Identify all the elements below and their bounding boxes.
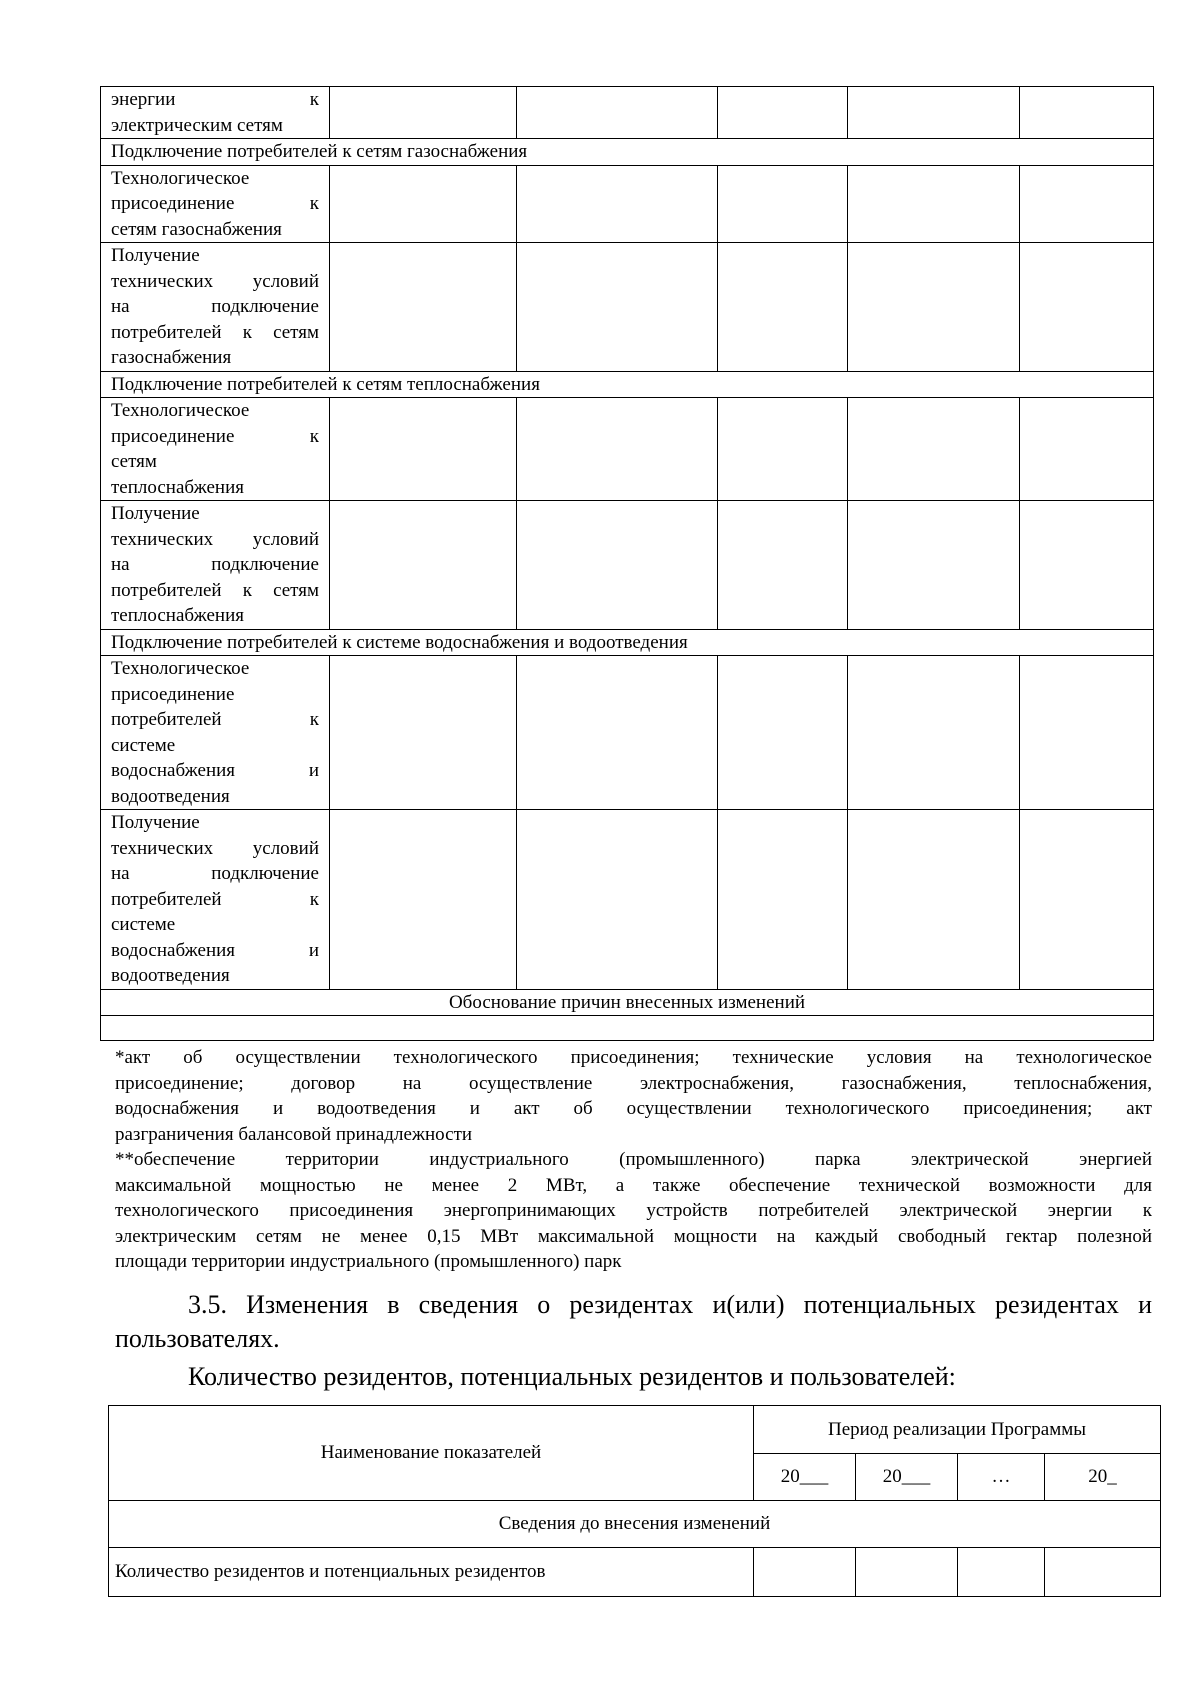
table-row: [101, 989, 1154, 1016]
table-cell: [517, 656, 718, 810]
table-row: [101, 243, 1154, 372]
section-row: Подключение потребителей к сетям теплоснабжения: [101, 371, 1154, 398]
label-line: на подключение: [111, 296, 319, 317]
table-cell: [1045, 1548, 1161, 1597]
table-cell: [848, 398, 1020, 501]
table-cell: [517, 87, 718, 139]
table-cell: [718, 501, 848, 630]
table-cell: [517, 165, 718, 243]
label-line: сетям: [111, 451, 157, 472]
table-row: [101, 165, 1154, 243]
table-cell: [848, 501, 1020, 630]
label-line: водоснабжения и: [111, 939, 319, 961]
label-line: присоединение к: [111, 425, 319, 447]
footnotes: [115, 1045, 1152, 1275]
label-line: на подключение: [111, 554, 319, 575]
table-cell: [330, 656, 517, 810]
table-cell: [330, 87, 517, 139]
label-line: присоединение к: [111, 193, 319, 214]
label-line: технических условий: [111, 837, 319, 859]
section-subheading: Количество резидентов, потенциальных резидентов и пользователей:: [188, 1362, 956, 1391]
row-label: [101, 501, 330, 630]
table-row: [101, 629, 1154, 656]
row-label: [101, 656, 330, 810]
label-line: электрическим сетям: [111, 114, 283, 136]
row-label: [101, 87, 330, 139]
label-line: газоснабжения: [111, 347, 232, 368]
table-cell: [1020, 87, 1154, 139]
footnote-line: *акт об осуществлении технологического присоединения; технические условия на технологическое: [115, 1047, 1152, 1068]
infrastructure-changes-table: [100, 86, 1154, 1041]
label-line: присоединение: [111, 683, 235, 705]
footnote-2: [115, 1147, 1152, 1275]
table-cell: [330, 810, 517, 990]
label-line: Технологическое: [111, 658, 250, 679]
table-cell: [1020, 398, 1154, 501]
table-cell: [718, 398, 848, 501]
section-row: Подключение потребителей к системе водоснабжения и водоотведения: [101, 629, 1154, 656]
year-cell: 20___: [754, 1454, 856, 1501]
table-cell: [1020, 165, 1154, 243]
label-line: Получение: [111, 245, 200, 266]
table-row: [101, 501, 1154, 630]
label-line: потребителей к: [111, 888, 319, 910]
table-cell: [517, 501, 718, 630]
header-indicator-name: Наименование показателей: [109, 1406, 754, 1501]
table-cell: [1020, 810, 1154, 990]
footnote-line: технологического присоединения энергопринимающих устройств потребителей электрической энергии к: [115, 1200, 1152, 1221]
table-row: [101, 1016, 1154, 1041]
table-cell: [330, 165, 517, 243]
label-line: системе: [111, 914, 176, 935]
section-heading-line-2: пользователях.: [115, 1324, 280, 1353]
section-3-5: [115, 1288, 1152, 1394]
label-line: теплоснабжения: [111, 605, 244, 626]
table-row: [101, 398, 1154, 501]
table-cell: [330, 243, 517, 372]
section-row: Подключение потребителей к сетям газоснабжения: [101, 139, 1154, 166]
footnote-line: площади территории индустриального (промышленного) парк: [115, 1251, 622, 1272]
table-cell: [848, 810, 1020, 990]
year-cell: 20_: [1045, 1454, 1161, 1501]
year-cell: …: [958, 1454, 1045, 1501]
table-cell: [754, 1548, 856, 1597]
year-cell: 20___: [856, 1454, 958, 1501]
empty-row: [101, 1016, 1154, 1041]
footnote-1: [115, 1045, 1152, 1147]
table-cell: [848, 656, 1020, 810]
table-row: [101, 87, 1154, 139]
label-line: технических условий: [111, 528, 319, 550]
footnote-line: присоединение; договор на осуществление электроснабжения, газоснабжения, теплоснабжения,: [115, 1072, 1152, 1094]
table-cell: [718, 87, 848, 139]
table-cell: [517, 243, 718, 372]
row-label: [101, 243, 330, 372]
footnote-line: максимальной мощностью не менее 2 МВт, а также обеспечение технической возможности для: [115, 1174, 1152, 1196]
table-cell: [517, 810, 718, 990]
label-line: потребителей к: [111, 709, 319, 730]
label-line: потребителей к сетям: [111, 579, 319, 601]
table-cell: [718, 243, 848, 372]
table-cell: [856, 1548, 958, 1597]
label-line: водоснабжения и: [111, 760, 319, 781]
table-cell: [517, 398, 718, 501]
label-line: Получение: [111, 812, 200, 833]
footnote-line: водоснабжения и водоотведения и акт об осуществлении технологического присоединения; акт: [115, 1098, 1152, 1119]
table-row: [101, 139, 1154, 166]
label-line: на подключение: [111, 863, 319, 884]
section-row: Сведения до внесения изменений: [109, 1501, 1161, 1548]
footnote-line: разграничения балансовой принадлежности: [115, 1123, 473, 1145]
label-line: энергии к: [111, 89, 319, 110]
table-row: [101, 810, 1154, 990]
label-line: сетям газоснабжения: [111, 218, 282, 240]
table-cell: [718, 810, 848, 990]
header-period: Период реализации Программы: [754, 1406, 1161, 1454]
footnote-line: **обеспечение территории индустриального (промышленного) парка электрической энергией: [115, 1149, 1152, 1170]
table-cell: [1020, 243, 1154, 372]
label-line: системе: [111, 734, 176, 756]
table-row: [101, 656, 1154, 810]
label-line: Технологическое: [111, 167, 250, 189]
label-line: потребителей к сетям: [111, 321, 319, 343]
table-cell: [848, 243, 1020, 372]
table-cell: [848, 87, 1020, 139]
table-cell: [958, 1548, 1045, 1597]
footnote-line: электрическим сетям не менее 0,15 МВт максимальной мощности на каждый свободный гектар полезной: [115, 1225, 1152, 1247]
label-line: водоотведения: [111, 785, 230, 807]
table-cell: [330, 501, 517, 630]
label-line: теплоснабжения: [111, 476, 244, 498]
table-cell: [848, 165, 1020, 243]
label-line: водоотведения: [111, 965, 230, 986]
residents-table: [108, 1405, 1161, 1597]
table-cell: [1020, 501, 1154, 630]
label-line: Получение: [111, 503, 200, 524]
table-cell: [718, 656, 848, 810]
table-row: [101, 371, 1154, 398]
table-cell: [718, 165, 848, 243]
row-label: [101, 810, 330, 990]
table-cell: [330, 398, 517, 501]
label-line: Технологическое: [111, 400, 250, 421]
table-cell: [1020, 656, 1154, 810]
section-heading-line-1: 3.5. Изменения в сведения о резидентах и(или) потенциальных резидентах и: [188, 1290, 1152, 1319]
row-label: [101, 398, 330, 501]
justification-row: Обоснование причин внесенных изменений: [101, 989, 1154, 1016]
row-label: Количество резидентов и потенциальных резидентов: [109, 1548, 754, 1597]
row-label: [101, 165, 330, 243]
label-line: технических условий: [111, 270, 319, 292]
